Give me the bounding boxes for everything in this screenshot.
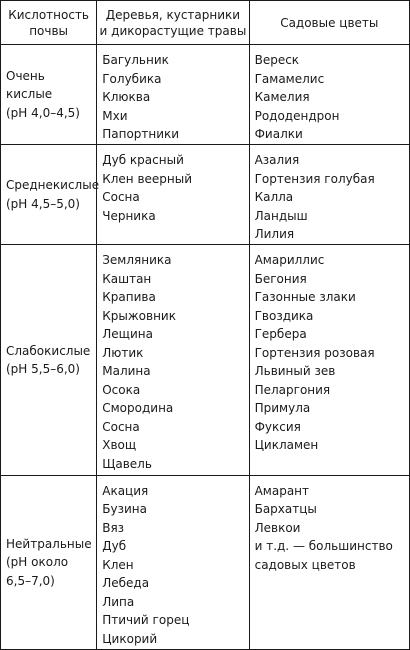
list-item: Лютик xyxy=(102,345,144,360)
list-item: Багульник xyxy=(102,53,169,67)
list-item: Азалия xyxy=(254,153,300,168)
list-item: Бегония xyxy=(254,271,307,286)
acidity-label: Среднекислые xyxy=(6,178,100,193)
acidity-cell xyxy=(1,475,97,649)
list-item: Птичий горец xyxy=(102,613,190,628)
list-item: Сосна xyxy=(102,419,140,434)
list-item: Гортензия голубая xyxy=(254,171,375,186)
list-item: Голубика xyxy=(102,71,162,86)
list-item: Земляника xyxy=(102,253,172,268)
acidity-ph: (pH 4,5–5,0) xyxy=(6,196,80,211)
header-line: Кислотность xyxy=(8,7,89,22)
list-item: Клюква xyxy=(102,90,151,104)
plants-cell xyxy=(97,475,249,649)
list-item: Сосна xyxy=(102,190,140,205)
acidity-label: Слабокислые xyxy=(6,343,91,358)
list-item: Смородина xyxy=(102,401,174,416)
list-item: Цикламен xyxy=(254,438,319,453)
list-item: Мхи xyxy=(102,108,128,123)
table-row xyxy=(1,245,410,475)
list-item: Клен веерный xyxy=(102,171,193,186)
list-item: Гербера xyxy=(254,327,307,342)
list-item: Амарант xyxy=(254,483,310,498)
acidity-ph: (pH 4,0–4,5) xyxy=(6,105,80,120)
flowers-cell xyxy=(249,145,409,245)
list-item: Газонные злаки xyxy=(254,290,356,305)
list-item: Каштан xyxy=(102,271,152,286)
list-item: Фиалки xyxy=(254,127,303,141)
list-item: Фуксия xyxy=(254,419,301,434)
list-item: Бузина xyxy=(102,502,147,517)
list-item: Крыжовник xyxy=(102,308,176,323)
table-row xyxy=(1,475,410,649)
list-item: Осока xyxy=(102,382,141,397)
list-item: Дуб xyxy=(102,539,127,554)
acidity-cell xyxy=(1,45,97,145)
list-item: Пеларгония xyxy=(254,382,331,397)
list-item: Примула xyxy=(254,401,311,416)
header-line: Деревья, кустарники xyxy=(105,7,241,22)
acidity-label: Нейтральные xyxy=(6,536,92,551)
list-item: Львиный зев xyxy=(254,364,336,379)
flowers-cell xyxy=(249,475,409,649)
acidity-cell xyxy=(1,145,100,245)
list-item: Крапива xyxy=(102,290,156,305)
list-item: Гвоздика xyxy=(254,308,314,323)
table-row xyxy=(1,45,410,145)
acidity-ph: 6,5–7,0) xyxy=(6,573,55,588)
list-item: Клен xyxy=(102,557,134,572)
list-item: Хвощ xyxy=(102,438,137,453)
list-item: Малина xyxy=(102,364,151,379)
list-item: Акация xyxy=(102,483,149,498)
plants-cell xyxy=(97,145,249,245)
list-item: Ландыш xyxy=(254,208,308,223)
list-item: Цикорий xyxy=(102,631,158,646)
acidity-ph: (pH около xyxy=(6,555,69,570)
list-item: Бархатцы xyxy=(254,502,317,517)
header-line: Садовые цветы xyxy=(280,15,379,30)
list-item: Вяз xyxy=(102,520,125,535)
header-line: и дикорастущие травы xyxy=(99,23,247,38)
acidity-ph: (pH 5,5–6,0) xyxy=(6,362,80,376)
header-line: почвы xyxy=(29,23,69,38)
acidity-label: Очень кислые xyxy=(6,68,53,102)
flowers-cell xyxy=(249,245,409,475)
list-item: Вереск xyxy=(254,53,300,67)
flowers-cell xyxy=(249,45,409,145)
list-item: Левкои xyxy=(254,520,301,535)
list-item: Дуб красный xyxy=(102,153,184,168)
list-item: Амариллис xyxy=(254,253,325,268)
header-garden-flowers xyxy=(249,1,409,45)
list-item: Лебеда xyxy=(102,576,150,591)
list-item: Черника xyxy=(102,208,156,223)
table-header-row xyxy=(1,1,410,45)
list-item: Калла xyxy=(254,190,294,205)
header-trees-shrubs-herbs xyxy=(97,1,249,45)
list-item: Щавель xyxy=(102,456,152,471)
table-row xyxy=(1,145,410,245)
list-item: Папортники xyxy=(102,127,180,141)
list-item: Камелия xyxy=(254,90,310,104)
plants-cell xyxy=(97,245,249,475)
list-item: Лилия xyxy=(254,227,295,242)
list-item: Рододендрон xyxy=(254,108,340,123)
acidity-cell xyxy=(1,245,97,475)
list-item: Лещина xyxy=(102,327,153,342)
list-item: Гамамелис xyxy=(254,71,325,86)
list-item: Гортензия розовая xyxy=(254,345,375,360)
list-item: и т.д. — большинство садовых цветов xyxy=(254,539,393,572)
list-item: Липа xyxy=(102,594,135,609)
header-acidity xyxy=(1,1,97,45)
plants-cell xyxy=(97,45,249,145)
